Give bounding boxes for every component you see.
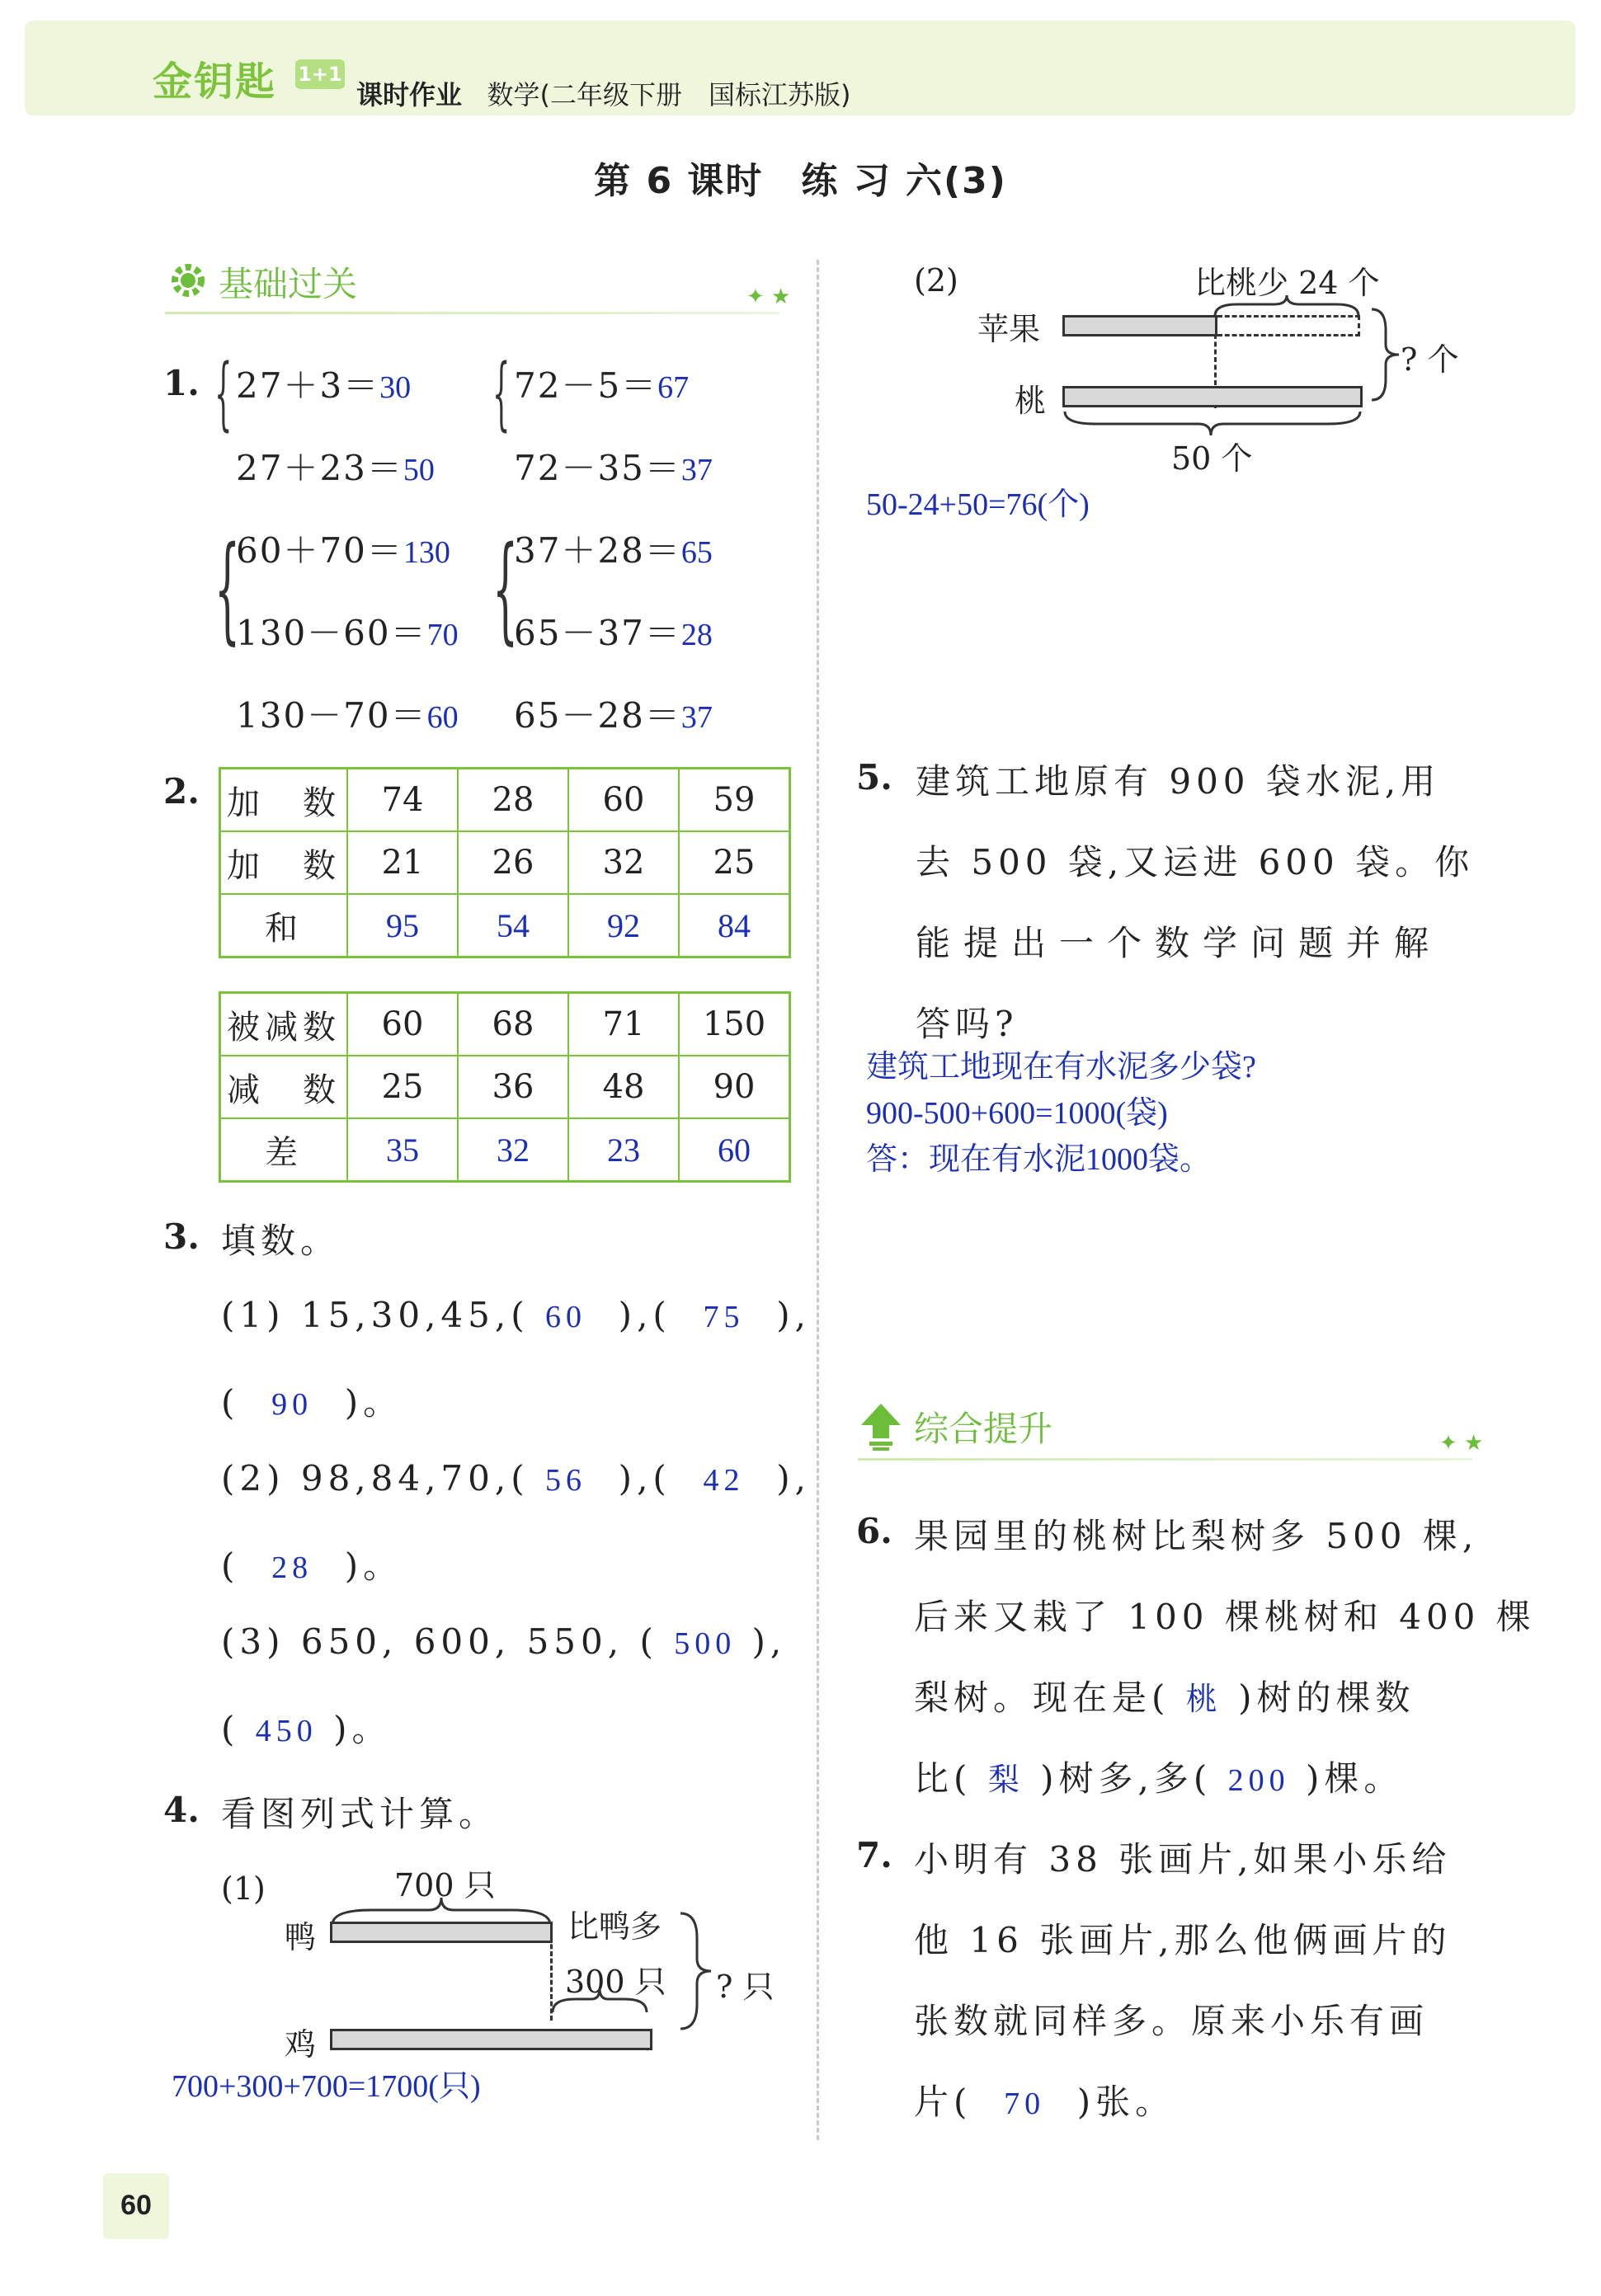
- q4-part2-label: (2): [914, 262, 958, 299]
- q3-number: 3.: [163, 1216, 200, 1257]
- upload-arrow-icon: [858, 1402, 904, 1455]
- q1-expr: 27＋23＝: [236, 448, 403, 488]
- brace-icon: {: [492, 522, 519, 656]
- q5-answer-question: 建筑工地现在有水泥多少袋?: [866, 1050, 1256, 1084]
- row-label: 加 数: [220, 769, 348, 832]
- q3-answer: 500: [674, 1626, 737, 1661]
- q1-answer: 67: [657, 370, 690, 405]
- q7-line-1: 小明有 38 张画片,如果小乐给: [914, 1839, 1452, 1880]
- table-cell: 74: [347, 769, 458, 832]
- q3-part1-cont: ( 90 )。: [221, 1382, 403, 1423]
- q3-answer: 75: [703, 1300, 745, 1334]
- q4-part1-answer: 700+300+700=1700(只): [172, 2069, 481, 2104]
- peach-bar: [1062, 386, 1363, 407]
- answer-cell: 35: [347, 1118, 458, 1182]
- q6-answer: 梨: [987, 1763, 1024, 1798]
- table-row: [220, 1056, 790, 1118]
- q1-expr: 72－35＝: [514, 448, 681, 488]
- q3-answer: 42: [703, 1463, 745, 1498]
- q5-line-4: 答吗?: [916, 1004, 1019, 1044]
- row-label: 和: [220, 894, 348, 957]
- answer-cell: 54: [458, 894, 568, 957]
- table-cell: 60: [568, 769, 679, 832]
- row-label: 减 数: [220, 1056, 348, 1118]
- table-row: [220, 831, 790, 894]
- q6-text: )树多,多(: [1040, 1758, 1213, 1799]
- row-label: 被减数: [220, 993, 348, 1056]
- q1-expr: 130－60＝: [236, 613, 427, 653]
- q5-line-1: 建筑工地原有 900 袋水泥,用: [916, 761, 1441, 802]
- q3-part2-cont: ( 28 )。: [221, 1546, 403, 1586]
- column-divider: [817, 260, 819, 2140]
- q1-answer: 50: [403, 453, 435, 487]
- q4-part2-answer: 50-24+50=76(个): [866, 487, 1090, 522]
- q6-answer: 200: [1227, 1763, 1290, 1798]
- apple-label: 苹果: [977, 311, 1041, 347]
- brace-icon: {: [492, 347, 511, 440]
- table-cell: 21: [347, 831, 458, 894]
- q6-answer: 桃: [1185, 1682, 1222, 1717]
- q4-part1-label: (1): [221, 1870, 266, 1907]
- table-cell: 25: [347, 1056, 458, 1118]
- table-cell: 59: [679, 769, 790, 832]
- q1-answer: 28: [680, 618, 713, 652]
- q3-part1: (1) 15,30,45,( 60 ),( 75 ),: [221, 1295, 811, 1335]
- q3-sequence: (3) 650, 600, 550, (: [221, 1621, 658, 1662]
- q1-answer: 70: [426, 618, 459, 652]
- apple-question-label: ? 个: [1401, 341, 1459, 378]
- section-advanced-title: 综合提升: [914, 1409, 1053, 1449]
- q3-answer: 28: [271, 1550, 313, 1585]
- table-cell: 26: [458, 831, 568, 894]
- right-brace-icon: [676, 1909, 718, 2033]
- brace-icon: {: [214, 522, 241, 656]
- answer-cell: 60: [679, 1118, 790, 1182]
- q5-number: 5.: [856, 757, 892, 797]
- q1-answer: 130: [403, 535, 450, 570]
- peach-label: 桃: [1015, 383, 1047, 419]
- q6-text: 比(: [914, 1758, 972, 1799]
- series-name: 课时作业: [356, 79, 463, 111]
- q3-answer: 450: [255, 1714, 318, 1748]
- chicken-bar: [330, 2029, 652, 2050]
- q1-answer: 60: [426, 700, 459, 735]
- q1-expr: 27＋3＝: [236, 365, 380, 406]
- table-cell: 60: [347, 993, 458, 1056]
- q4-title: 看图列式计算。: [221, 1794, 499, 1834]
- extra-bracket: [550, 1986, 649, 2014]
- q7-text: )张。: [1076, 2082, 1175, 2122]
- q1-expr: 65－37＝: [514, 613, 681, 653]
- q4-number: 4.: [163, 1790, 200, 1830]
- q1-expr: 72－5＝: [514, 365, 658, 406]
- table-cell: 90: [679, 1056, 790, 1118]
- chicken-label: 鸡: [285, 2026, 317, 2063]
- table-cell: 25: [679, 831, 790, 894]
- q5-answer-equation: 900-500+600=1000(袋): [866, 1096, 1168, 1131]
- brand-badge: 1+1: [295, 59, 345, 89]
- q3-sequence: (1) 15,30,45,(: [221, 1295, 530, 1335]
- q5-line-2: 去 500 袋,又运进 600 袋。你: [916, 842, 1475, 882]
- q1-expr: 130－70＝: [236, 695, 427, 736]
- q5-answer-statement: 答：现在有水泥1000袋。: [866, 1142, 1212, 1177]
- page-number: 60: [120, 2190, 152, 2221]
- q1-expr: 37＋28＝: [514, 530, 681, 571]
- peach-total-label: 50 个: [1171, 440, 1253, 477]
- q6-text: )树的棵数: [1238, 1677, 1415, 1718]
- lesson-title: 第 6 课时 练 习 六(3): [594, 160, 1007, 202]
- q7-answer: 70: [1004, 2087, 1046, 2121]
- table-cell: 48: [568, 1056, 679, 1118]
- row-label: 差: [220, 1118, 348, 1182]
- q7-line-2: 他 16 张画片,那么他俩画片的: [914, 1920, 1452, 1960]
- less-bracket: [1213, 293, 1361, 318]
- answer-cell: 84: [679, 894, 790, 957]
- q6-number: 6.: [856, 1511, 892, 1551]
- gear-icon: [165, 257, 211, 307]
- row-label: 加 数: [220, 831, 348, 894]
- question-label: ? 只: [716, 1969, 775, 2005]
- q1-expr: 60＋70＝: [236, 530, 403, 571]
- q1-answer: 65: [680, 535, 713, 570]
- addition-table: [219, 767, 791, 958]
- duck-label: 鸭: [285, 1919, 317, 1955]
- table-row: [220, 993, 790, 1056]
- q3-answer: 56: [544, 1463, 586, 1498]
- table-row: [220, 894, 790, 957]
- answer-cell: 32: [458, 1118, 568, 1182]
- table-row: [220, 1118, 790, 1182]
- brand-logo: 金钥匙: [153, 59, 277, 105]
- section-basic-line: [165, 312, 779, 314]
- q7-line-3: 张数就同样多。原来小乐有画: [914, 2001, 1429, 2041]
- q2-number: 2.: [163, 771, 200, 812]
- q6-line-4: [914, 1752, 1403, 1801]
- brace-icon: {: [214, 347, 233, 440]
- table-row: [220, 769, 790, 832]
- table-cell: 71: [568, 993, 679, 1056]
- apple-dashed-bar: [1217, 315, 1360, 336]
- table-cell: 36: [458, 1056, 568, 1118]
- q7-number: 7.: [856, 1835, 892, 1875]
- header-info: [356, 74, 851, 112]
- q3-answer: 60: [544, 1300, 586, 1334]
- q6-line-3: [914, 1671, 1415, 1720]
- star-icon: ✦ ★: [1439, 1431, 1484, 1456]
- q3-part3-cont: ( 450 )。: [221, 1709, 392, 1749]
- section-advanced-line: [858, 1458, 1472, 1461]
- q3-part2: (2) 98,84,70,( 56 ),( 42 ),: [221, 1458, 811, 1499]
- table-cell: 150: [679, 993, 790, 1056]
- q3-part3: (3) 650, 600, 550, ( 500 ),: [221, 1621, 787, 1662]
- subject-name: 数学(二年级下册 国标江苏版): [487, 79, 851, 111]
- q1-expr: 65－28＝: [514, 695, 681, 736]
- q1-number: 1.: [163, 363, 200, 403]
- q1-answer: 37: [680, 700, 713, 735]
- q7-line-4: [914, 2075, 1175, 2124]
- q3-title: 填数。: [221, 1221, 341, 1261]
- table-cell: 28: [458, 769, 568, 832]
- table-cell: 32: [568, 831, 679, 894]
- q3-answer: 90: [271, 1387, 313, 1422]
- q1-answer: 37: [680, 453, 713, 487]
- q1-answer: 30: [379, 370, 412, 405]
- q6-line-1: 果园里的桃树比梨树多 500 棵,: [914, 1516, 1479, 1556]
- duck-bar: [330, 1922, 553, 1943]
- less-label: 比桃少 24 个: [1194, 265, 1380, 301]
- q6-text: )棵。: [1305, 1758, 1404, 1799]
- q6-line-2: 后来又栽了 100 棵桃树和 400 棵: [914, 1597, 1536, 1637]
- answer-cell: 95: [347, 894, 458, 957]
- section-basic-title: 基础过关: [219, 264, 358, 304]
- apple-bar: [1062, 315, 1217, 336]
- answer-cell: 92: [568, 894, 679, 957]
- star-icon: ✦ ★: [746, 285, 791, 309]
- extra-label: 300 只: [565, 1964, 666, 2000]
- subtraction-table: [219, 991, 791, 1183]
- q3-sequence: (2) 98,84,70,(: [221, 1458, 530, 1499]
- q5-line-3: 能提出一个数学问题并解: [916, 923, 1443, 963]
- q7-text: 片(: [914, 2082, 972, 2122]
- answer-cell: 23: [568, 1118, 679, 1182]
- table-cell: 68: [458, 993, 568, 1056]
- q6-text: 梨树。现在是(: [914, 1677, 1170, 1718]
- duck-total-label: 700 只: [394, 1867, 496, 1903]
- more-label: 比鸭多: [567, 1908, 662, 1945]
